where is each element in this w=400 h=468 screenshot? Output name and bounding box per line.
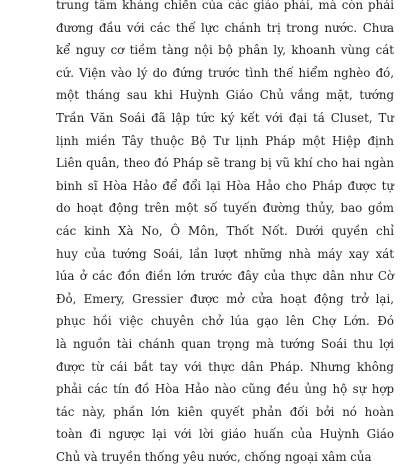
- text-line: đương đầu với các thế lực chánh trị trong nước. Chưa: [56, 20, 394, 35]
- text-line: là nguồn tài chánh quan trọng mà tướng Soái thu lợi: [56, 336, 394, 351]
- text-line: Liên quân, theo đó Pháp sẽ trang bị vũ khí cho hai ngàn: [56, 156, 394, 171]
- text-line: lúa ở các đồn điền lớn trước đây của thực dân như Cờ: [56, 269, 394, 284]
- text-line: huy của tướng Soái, lần lượt những nhà máy xay xát: [56, 246, 394, 261]
- text-line: được từ cái bắt tay với thực dân Pháp. Nhưng không: [56, 359, 394, 374]
- body-text: [56, 0, 394, 468]
- text-line: một tháng sau khi Huỳnh Giáo Chủ vắng mặt, tướng: [56, 88, 394, 103]
- text-line: kể nguy cơ tiềm tàng nội bộ phân ly, khoanh vùng cát: [56, 43, 394, 58]
- text-line: các kinh Xà No, Ô Môn, Thốt Nốt. Dưới quyền chỉ: [56, 223, 394, 238]
- text-line: trung tâm kháng chiến của các giáo phái, mà còn phải: [56, 0, 394, 12]
- text-line: binh sĩ Hòa Hảo để đổi lại Hòa Hảo cho Pháp được tự: [56, 178, 394, 193]
- text-line: cứ. Viện vào lý do đứng trước tình thế hiểm nghèo đó,: [56, 65, 394, 80]
- text-line: Đỏ, Emery, Gressier được mở cửa hoạt động trở lại,: [56, 291, 394, 306]
- text-line: do hoạt động trên một số tuyến đường thủy, bao gồm: [56, 201, 394, 216]
- text-line: phục hồi việc chuyên chở lúa gạo lên Chợ Lớn. Đó: [56, 314, 394, 329]
- text-line: toàn đi ngược lại với lời giáo huấn của Huỳnh Giáo: [56, 427, 394, 442]
- text-line: tác này, phần lớn kiên quyết phản đối bởi nó hoàn: [56, 404, 394, 419]
- text-line: lịnh miền Tây thuộc Bộ Tư lịnh Pháp một Hiệp định: [56, 133, 394, 148]
- text-line: Chủ và truyền thống yêu nước, chống ngoại xâm của: [56, 449, 372, 464]
- text-line: Trần Văn Soái đã lập tức ký kết với đại tá Cluset, Tư: [56, 110, 394, 125]
- text-line: phải các tín đồ Hòa Hảo nào cũng đều ủng hộ sự hợp: [56, 382, 394, 397]
